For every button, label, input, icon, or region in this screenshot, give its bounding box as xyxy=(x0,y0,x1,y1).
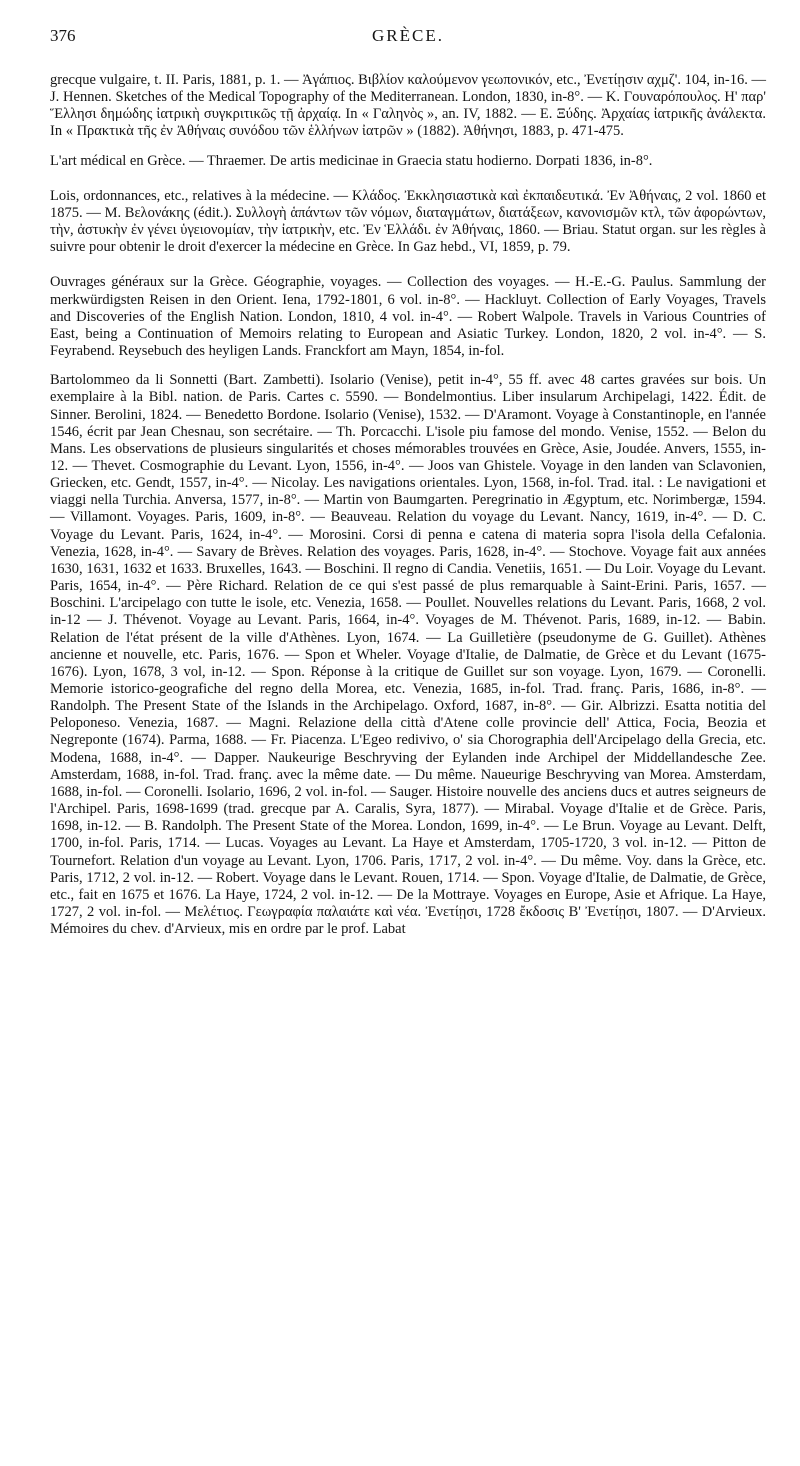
bibliography-paragraph-medical-art: L'art médical en Grèce. — Thraemer. De artis medicinae in Graecia statu hodierno. Dorpati 1836, in-8°. xyxy=(50,152,653,169)
running-title: GRÈCE. xyxy=(372,26,444,45)
page-number: 376 xyxy=(50,26,76,45)
bibliography-paragraph-vulgar-medicine: grecque vulgaire, t. II. Paris, 1881, p. 1. — Ἀγάπιος. Βιβλίον καλούμενον γεωπονικόν, etc., Ἐνετίῃσιν αχμζ'. 104, in-16. — J. Hennen. Sketches of the Medical Topography of the Mediterranean. London, 1830, in-8°. — K. Γουναρόπουλος. Η' παρ' Ἕλλησι δημώδης ἰατρικὴ συγκριτικῶς τῇ ἀρχαίᾳ. In « Γαληνὸς », an. IV, 1882. — E. Ξύδης. Ἀρχαίας ἰατρικῆς ἀνάλεκτα. In « Πρακτικὰ τῆς ἐν Ἀθήναις συνόδου τῶν ἑλλήνων ἰατρῶν » (1882). Ἀθήνησι, 1883, p. 471-475. xyxy=(50,72,766,140)
bibliography-paragraph-voyages: Bartolommeo da li Sonnetti (Bart. Zambetti). Isolario (Venise), petit in-4°, 55 ff. avec 48 cartes gravées sur bois. Un exemplaire à la Bibl. nation. de Paris. Cartes c. 5590. — Bondelmontius. Liber insularum Archipelagi, 1422. Édit. de Sinner. Berolini, 1824. — Benedetto Bordone. Isolario (Venise), 1532. — D'Aramont. Voyage à Constantinople, en l'année 1546, écrit par Jean Chesnau, son secrétaire. — Th. Porcacchi. L'isole piu famose del mondo. Venise, 1552. — Belon du Mans. Les observations de plusieurs singularités et choses mémorables trouvées en Grèce, Asie, Joudée. Anvers, 1555, in-12. — Thevet. Cosmographie du Levant. Lyon, 1556, in-4°. — Joos van Ghistele. Voyage in den landen van Sclavonien, Griecken, etc. Gendt, 1557, in-4°. — Nicolay. Les navigations orientales. Lyon, 1568, in-fol. Trad. ital. : Le navigationi et viaggi nella Turchia. Anversa, 1577, in-8°. — Martin von Baumgarten. Peregrinatio in Ægyptum, etc. Norimbergæ, 1594. — Villamont. Voyages. Paris, 1609, in-8°. — Beauveau. Relation du voyage du Levant. Nancy, 1619, in-4°. — D. C. Voyage du Levant. Paris, 1624, in-4°. — Morosini. Corsi di penna e catena di materia sopra l'isola della Cefalonia. Venezia, 1628, in-4°. — Savary de Brèves. Relation des voyages. Paris, 1628, in-4°. — Stochove. Voyage fait aux années 1630, 1631, 1632 et 1633. Bruxelles, 1643. — Boschini. Il regno di Candia. Venetiis, 1651. — Du Loir. Voyage du Levant. Paris, 1654, in-4°. — Père Richard. Relation de ce qui s'est passé de plus remarquable à Saint-Erini. Paris, 1657. — Boschini. L'arcipelago con tutte le isole, etc. Venezia, 1658. — Poullet. Nouvelles relations du Levant. Paris, 1668, 2 vol. in-12 — J. Thévenot. Voyage au Levant. Paris, 1664, in-4°. Voyages de M. Thévenot. Paris, 1689, in-12. — Babin. Relation de l'état présent de la ville d'Athènes. Lyon, 1674. — La Guilletière (pseudonyme de G. Guillet). Athènes ancienne et nouvelle, etc. Paris, 1676. — Spon et Wheler. Voyage d'Italie, de Dalmatie, de Grèce et du Levant (1675-1676). Lyon, 1678, 3 vol, in-12. — Spon. Réponse à la critique de Guillet sur son voyage. Lyon, 1679. — Coronelli. Memorie istorico-geografiche del regno della Morea, etc. Venezia, 1685, in-fol. Trad. franç. Paris, 1686, in-8°. — Randolph. The Present State of the Islands in the Archipelago. Oxford, 1687, in-8°. — Gir. Albrizzi. Esatta notitia del Peloponeso. Venezia, 1687. — Magni. Relazione della città d'Atene colle provincie dell' Attica, Focia, Beozia et Negreponte (1674). Parma, 1688. — Fr. Piacenza. L'Egeo redivivo, o' sia Chorographia dell'Arcipelago della Grecia, etc. Modena, 1688, in-4°. — Dapper. Naukeurige Beschryving der Eylanden inde Archipel der Middellandesche Zee. Amsterdam, 1688, in-fol. Trad. franç. avec la même date. — Du même. Naueurige Beschryving van Morea. Amsterdam, 1688, in-fol. — Coronelli. Isolario, 1696, 2 vol. in-fol. — Sauger. Histoire nouvelle des anciens ducs et autres seigneurs de l'Archipel. Paris, 1698-1699 (trad. grecque par A. Caralis, Syra, 1877). — Mirabal. Voyage d'Italie et de Grèce. Paris, 1698, in-12. — B. Randolph. The Present State of the Morea. London, 1699, in-4°. — Le Brun. Voyage au Levant. Delft, 1700, in-fol. Paris, 1714. — Lucas. Voyages au Levant. La Haye et Amsterdam, 1705-1720, 3 vol. in-12. — Pitton de Tournefort. Relation d'un voyage au Levant. Lyon, 1706. Paris, 1717, 2 vol. in-4°. — Du même. Voy. dans la Grèce, etc. Paris, 1712, 2 vol. in-12. — Robert. Voyage dans le Levant. Rouen, 1714. — Spon. Voyage d'Italie, de Dalmatie, de Grèce, etc., fait en 1675 et 1676. La Haye, 1724, 2 vol. in-12. — De la Mottraye. Voyages en Europe, Asie et Afrique. La Haye, 1727, 2 vol. in-fol. — Μελέτιος. Γεωγραφία παλαιάτε καὶ νέα. Ἐνετίῃσι, 1728 ἔκδοσις Β' Ἐνετίῃσι, 1807. — D'Arvieux. Mémoires du chev. d'Arvieux, mis en ordre par le prof. Labat xyxy=(50,372,766,938)
bibliography-paragraph-general-works: Ouvrages généraux sur la Grèce. Géographie, voyages. — Collection des voyages. — H.-E.-G. Paulus. Sammlung der merkwürdigsten Reisen in den Orient. Iena, 1792-1801, 6 vol. in-8°. — Hackluyt. Collection of Early Voyages, Travels and Discoveries of the English Nation. London, 1810, 4 vol. in-4°. — Robert Walpole. Travels in Various Countries of East, being a Continuation of Memoirs relating to European and Asiatic Turkey. London, 1820, 2 vol. in-4°. — S. Feyrabend. Reysebuch des heyligen Lands. Franckfort am Mayn, 1854, in-fol. xyxy=(50,274,766,360)
page-header xyxy=(50,26,766,56)
bibliography-paragraph-laws: Lois, ordonnances, etc., relatives à la médecine. — Κλάδος. Ἐκκλησιαστικὰ καὶ ἐκπαιδευτικά. Ἐν Ἀθήναις, 2 vol. 1860 et 1875. — M. Βελονάκης (édit.). Συλλογὴ ἁπάντων τῶν νόμων, διαταγμάτων, διατάξεων, κανονισμῶν κτλ, τῶν ἀφορώντων, τὴν, ἀστυκὴν ἐν γένει ὑγειονομίαν, τὴν ἰατρικὴν, etc. Ἐν Ἑλλάδι. ἐν Ἀθήναις, 1860. — Briau. Statut organ. sur les règles à suivre pour obtenir le droit d'exercer la médecine en Grèce. In Gaz hebd., VI, 1859, p. 79. xyxy=(50,187,766,256)
